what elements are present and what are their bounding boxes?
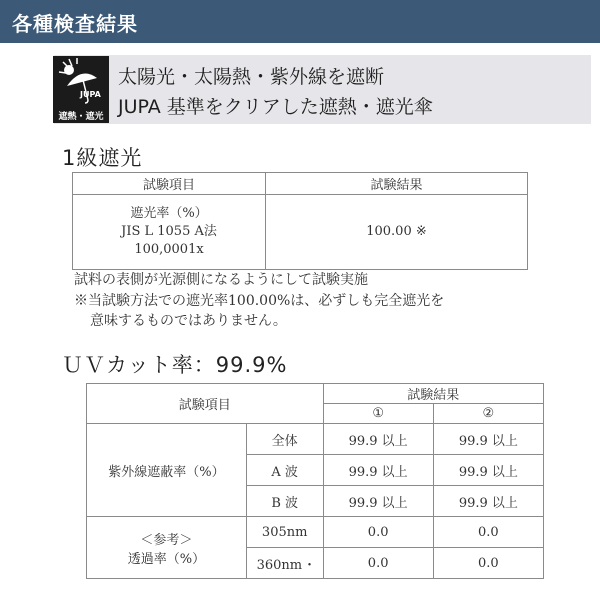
group-label: 紫外線遮蔽率（%） <box>87 424 247 517</box>
group-label-line: 透過率（%） <box>127 551 206 567</box>
group-label-line: ＜参考＞ <box>140 532 193 548</box>
result-header: 試験結果 <box>266 173 528 195</box>
value-cell: 99.9 以上 <box>323 486 433 517</box>
table-header-row <box>87 384 544 404</box>
item-line: JIS L 1055 A法 <box>121 224 217 239</box>
table-header-row <box>73 173 528 195</box>
value-cell: 99.9 以上 <box>433 486 543 517</box>
page-title: 各種検査結果 <box>12 12 138 36</box>
group-label <box>87 517 247 579</box>
note-line: 試料の表側が光源側になるようにして試験実施 <box>74 272 368 288</box>
note-line: ※当試験方法での遮光率100.00%は、必ずしも完全遮光を <box>74 293 445 309</box>
jupa-logo-text: JUPA <box>80 90 101 99</box>
banner-line-1: 太陽光・太陽熱・紫外線を遮断 <box>118 66 385 88</box>
badge-label: 遮熱・遮光 <box>58 112 104 122</box>
item-line: 遮光率（%） <box>130 206 208 221</box>
value-cell: 0.0 <box>323 548 433 579</box>
item-header: 試験項目 <box>87 384 324 424</box>
value-cell: 0.0 <box>323 517 433 548</box>
item-line: 100,0001x <box>134 242 204 257</box>
jupa-badge <box>53 56 109 123</box>
table-row <box>87 424 544 455</box>
sub-label: A 波 <box>246 455 323 486</box>
sub-label: 360nm ･ <box>246 548 323 579</box>
table-row <box>87 517 544 548</box>
sub-label: 305nm <box>246 517 323 548</box>
sub-label: B 波 <box>246 486 323 517</box>
banner-line-2: JUPA 基準をクリアした遮熱・遮光傘 <box>118 96 433 118</box>
shading-table <box>72 172 528 270</box>
sub-label: 全体 <box>246 424 323 455</box>
result-cell: 100.00 ※ <box>266 195 528 270</box>
value-cell: 99.9 以上 <box>323 455 433 486</box>
shading-title: 1級遮光 <box>62 146 143 170</box>
table-row <box>73 195 528 270</box>
value-cell: 99.9 以上 <box>433 424 543 455</box>
col-1-header: ① <box>323 404 433 424</box>
item-cell <box>73 195 266 270</box>
uv-title: ＵＶカット率：99.9% <box>62 353 288 377</box>
value-cell: 0.0 <box>433 548 543 579</box>
value-cell: 99.9 以上 <box>323 424 433 455</box>
parasol-sun-icon <box>53 56 109 108</box>
uv-table <box>86 383 544 579</box>
col-2-header: ② <box>433 404 543 424</box>
note-line: 意味するものではありません。 <box>90 313 287 329</box>
item-header: 試験項目 <box>73 173 266 195</box>
value-cell: 0.0 <box>433 517 543 548</box>
value-cell: 99.9 以上 <box>433 455 543 486</box>
result-header: 試験結果 <box>323 384 543 404</box>
header-bar <box>0 0 600 43</box>
